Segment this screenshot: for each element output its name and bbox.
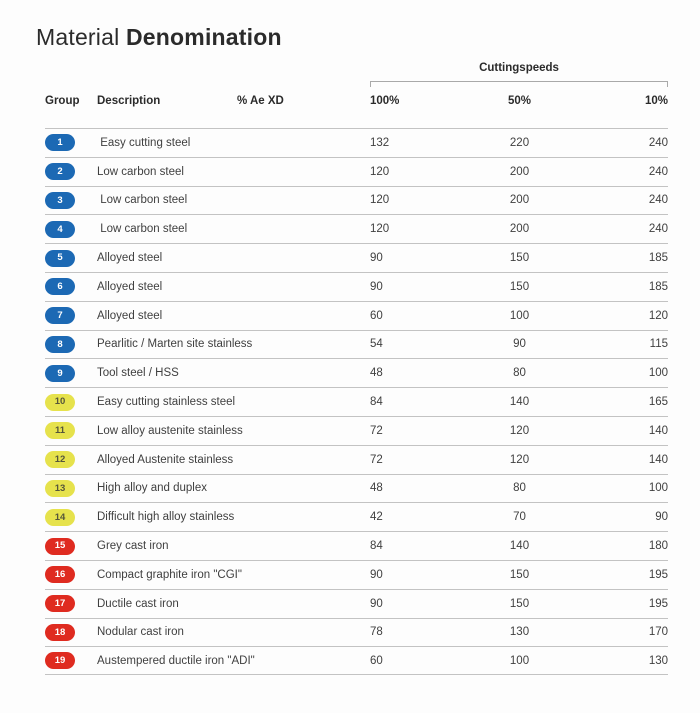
cuttingspeeds-bracket (370, 81, 668, 87)
column-header-50: 50% (507, 95, 532, 107)
value-50: 80 (513, 367, 526, 380)
group-badge: 7 (45, 307, 75, 324)
description-cell: Difficult high alloy stainless (97, 511, 235, 524)
value-50: 140 (509, 540, 530, 553)
value-100: 48 (370, 367, 383, 380)
value-10: 140 (648, 453, 668, 466)
table-row (45, 243, 668, 272)
group-badge: 17 (45, 595, 75, 612)
value-50: 200 (509, 194, 530, 207)
value-100: 90 (370, 280, 383, 293)
value-50: 130 (509, 626, 530, 639)
value-100: 60 (370, 309, 383, 322)
table-row (45, 589, 668, 618)
value-100: 84 (370, 396, 383, 409)
description-cell: Low alloy austenite stainless (97, 424, 243, 437)
value-10: 130 (648, 654, 668, 667)
value-50: 150 (509, 597, 530, 610)
value-100: 120 (370, 223, 390, 236)
value-10: 240 (648, 165, 668, 178)
group-badge: 14 (45, 509, 75, 526)
group-badge: 8 (45, 336, 75, 353)
value-10: 120 (648, 309, 668, 322)
description-cell: Austempered ductile iron "ADI" (97, 654, 255, 667)
value-50: 80 (513, 482, 526, 495)
group-badge: 1 (45, 134, 75, 151)
value-100: 132 (370, 136, 390, 149)
table-row (45, 474, 668, 503)
value-10: 170 (648, 626, 668, 639)
description-cell: Ductile cast iron (97, 597, 179, 610)
value-50: 150 (509, 280, 530, 293)
table-column-headers (45, 95, 668, 107)
value-50: 120 (509, 453, 530, 466)
value-50: 200 (509, 165, 530, 178)
description-cell: Nodular cast iron (97, 626, 184, 639)
description-cell: Alloyed steel (97, 280, 163, 293)
description-cell: Pearlitic / Marten site stainless (97, 338, 253, 351)
value-10: 240 (648, 223, 668, 236)
table-row (45, 186, 668, 215)
group-badge: 15 (45, 538, 75, 555)
description-cell: Grey cast iron (97, 540, 169, 553)
value-100: 60 (370, 654, 383, 667)
value-10: 185 (648, 252, 668, 265)
group-badge: 3 (45, 192, 75, 209)
page-title-bold: Denomination (126, 24, 282, 50)
description-cell: Low carbon steel (97, 165, 184, 178)
value-10: 185 (648, 280, 668, 293)
page-title-regular: Material (36, 24, 126, 50)
group-badge: 16 (45, 566, 75, 583)
page-title (36, 24, 282, 51)
table-row (45, 502, 668, 531)
value-50: 100 (509, 654, 530, 667)
description-cell: Easy cutting stainless steel (97, 396, 236, 409)
table-row (45, 560, 668, 589)
table-row (45, 618, 668, 647)
description-cell: Low carbon steel (97, 223, 188, 236)
table-row (45, 272, 668, 301)
description-cell: Alloyed steel (97, 252, 163, 265)
description-cell: Alloyed steel (97, 309, 163, 322)
group-badge: 18 (45, 624, 75, 641)
table-row (45, 128, 668, 157)
table-row (45, 416, 668, 445)
value-10: 240 (648, 136, 668, 149)
column-header-100: 100% (370, 95, 400, 107)
value-50: 200 (509, 223, 530, 236)
column-header-10: 10% (644, 95, 668, 107)
value-100: 90 (370, 252, 383, 265)
value-100: 42 (370, 511, 383, 524)
value-50: 150 (509, 568, 530, 581)
table-row (45, 301, 668, 330)
value-10: 195 (648, 568, 668, 581)
description-cell: Alloyed Austenite stainless (97, 453, 234, 466)
value-100: 72 (370, 453, 383, 466)
table-body (45, 128, 668, 675)
value-10: 140 (648, 424, 668, 437)
description-cell: Compact graphite iron "CGI" (97, 568, 242, 581)
description-cell: Low carbon steel (97, 194, 188, 207)
description-cell: Easy cutting steel (97, 136, 191, 149)
value-50: 120 (509, 424, 530, 437)
table-row (45, 330, 668, 359)
value-10: 180 (648, 540, 668, 553)
table-row (45, 646, 668, 675)
value-100: 48 (370, 482, 383, 495)
group-badge: 11 (45, 422, 75, 439)
value-50: 150 (509, 252, 530, 265)
table-row (45, 531, 668, 560)
group-badge: 12 (45, 451, 75, 468)
value-10: 195 (648, 597, 668, 610)
table-row (45, 358, 668, 387)
group-badge: 5 (45, 250, 75, 267)
group-badge: 6 (45, 278, 75, 295)
value-50: 140 (509, 396, 530, 409)
value-10: 115 (649, 338, 668, 351)
value-50: 90 (513, 338, 526, 351)
value-100: 90 (370, 597, 383, 610)
group-badge: 2 (45, 163, 75, 180)
cuttingspeeds-group-header: Cuttingspeeds (479, 62, 559, 74)
group-badge: 13 (45, 480, 75, 497)
value-100: 120 (370, 194, 390, 207)
value-50: 70 (513, 511, 526, 524)
value-10: 165 (648, 396, 668, 409)
column-header-ae-xd: % Ae XD (237, 95, 284, 107)
value-100: 84 (370, 540, 383, 553)
value-100: 78 (370, 626, 383, 639)
description-cell: Tool steel / HSS (97, 367, 179, 380)
group-badge: 19 (45, 652, 75, 669)
value-50: 220 (509, 136, 530, 149)
value-50: 100 (509, 309, 530, 322)
value-10: 100 (648, 367, 668, 380)
group-badge: 9 (45, 365, 75, 382)
table-row (45, 387, 668, 416)
value-10: 240 (648, 194, 668, 207)
table-row (45, 157, 668, 186)
value-100: 90 (370, 568, 383, 581)
column-header-group: Group (45, 95, 80, 107)
value-100: 120 (370, 165, 390, 178)
value-100: 72 (370, 424, 383, 437)
value-10: 90 (655, 511, 668, 524)
column-header-description: Description (97, 95, 161, 107)
group-badge: 4 (45, 221, 75, 238)
group-badge: 10 (45, 394, 75, 411)
table-row (45, 214, 668, 243)
description-cell: High alloy and duplex (97, 482, 207, 495)
value-10: 100 (648, 482, 668, 495)
table-row (45, 445, 668, 474)
value-100: 54 (370, 338, 383, 351)
